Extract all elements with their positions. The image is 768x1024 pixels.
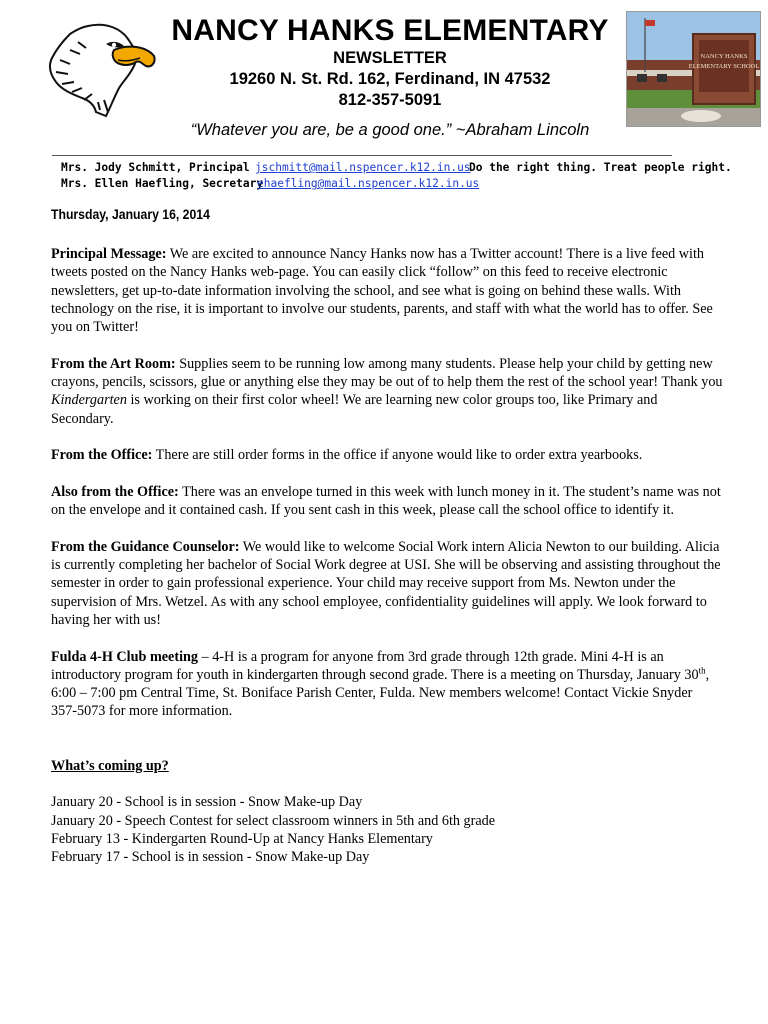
principal-name: Mrs. Jody Schmitt, Principal [61,161,250,174]
coming-up-list [51,793,768,866]
issue-date: Thursday, January 16, 2014 [51,207,210,222]
masthead [160,14,620,111]
fulda-4h-message: Fulda 4-H Club meeting – 4-H is a program for anyone from 3rd grade through 12th grade. Mini 4-H is an introductory program for youth in kindergarten through second grade. There is a meeting on Thursday, January 30th, 6:00 – 7:00 pm Central Time, St. Boniface Parish Center, Fulda. New members welcome! Contact Vickie Snyder 357-5073 for more information. [51,648,710,720]
newsletter-body [51,245,768,867]
svg-text:NANCY HANKS: NANCY HANKS [700,53,748,60]
list-item: February 17 - School is in session - Snow Make-up Day [51,849,370,866]
art-room-heading: From the Art Room: [51,355,176,372]
lincoln-quote: “Whatever you are, be a good one.” ~Abraham Lincoln [190,121,590,139]
school-phone: 812-357-5091 [338,91,442,109]
office-heading: From the Office: [51,447,153,464]
art-room-message: From the Art Room: Supplies seem to be running low among many students. Please help your child by getting new crayons, pencils, scissors, glue or anything else they may be out of to help them the rest of the school year! Thank you Kindergarten is working on their first color wheel! We are learning new color groups too, like Primary and Secondary. [51,355,723,427]
list-item: February 13 - Kindergarten Round-Up at Nancy Hanks Elementary [51,830,433,847]
school-address: 19260 N. St. Rd. 162, Ferdinand, IN 47532 [229,70,551,88]
coming-up-heading: What’s coming up? [51,757,169,774]
guidance-counselor-message: From the Guidance Counselor: We would like to welcome Social Work intern Alicia Newton to our building. Alicia is currently completing her bachelor of Social Work degree at USI. She will be observing and assisting throughout the semester in order to gain professional experience. Your child may receive support from Ms. Newton under the supervision of Mrs. Wetzel. As with any school employee, confidentiality guidelines will apply. We look forward to having her with us! [51,538,721,628]
office-message: From the Office: There are still order forms in the office if anyone would like to order extra yearbooks. [51,447,643,464]
guidance-heading: From the Guidance Counselor: [51,538,240,555]
school-name: NANCY HANKS ELEMENTARY [171,14,609,47]
list-item: January 20 - Speech Contest for select classroom winners in 5th and 6th grade [51,812,496,829]
newsletter-label: NEWSLETTER [333,49,447,67]
principal-message-heading: Principal Message: [51,246,167,262]
header-divider [52,155,672,156]
office2-heading: Also from the Office: [51,483,179,500]
secretary-name: Mrs. Ellen Haefling, Secretary [61,177,264,190]
office-envelope-message: Also from the Office: There was an envelope turned in this week with lunch money in it. The student’s name was not on the envelope and it contained cash. If you sent cash in this week, please call the school office to identify it. [51,483,721,519]
fulda-4h-heading: Fulda 4-H Club meeting [51,648,199,665]
school-motto: Do the right thing. Treat people right. [469,161,732,174]
principal-email-link[interactable]: jschmitt@mail.nspencer.k12.in.us [255,161,471,174]
eagle-mascot-logo [48,20,158,118]
principal-message: Principal Message: We are excited to announce Nancy Hanks now has a Twitter account! There is a live feed with tweets posted on the Nancy Hanks web-page. You can easily click “follow” on this feed to receive electronic newsletters, get up-to-date information involving the school, and see what is going on behind these walls. With technology on the rise, it is important to involve our students, parents, and staff with what the world has to offer. See you on Twitter! [51,246,713,336]
secretary-email-link[interactable]: ehaefling@mail.nspencer.k12.in.us [257,177,480,190]
school-building-photo [626,11,761,127]
svg-text:ELEMENTARY SCHOOL: ELEMENTARY SCHOOL [688,63,760,70]
list-item: January 20 - School is in session - Snow Make-up Day [51,794,363,811]
